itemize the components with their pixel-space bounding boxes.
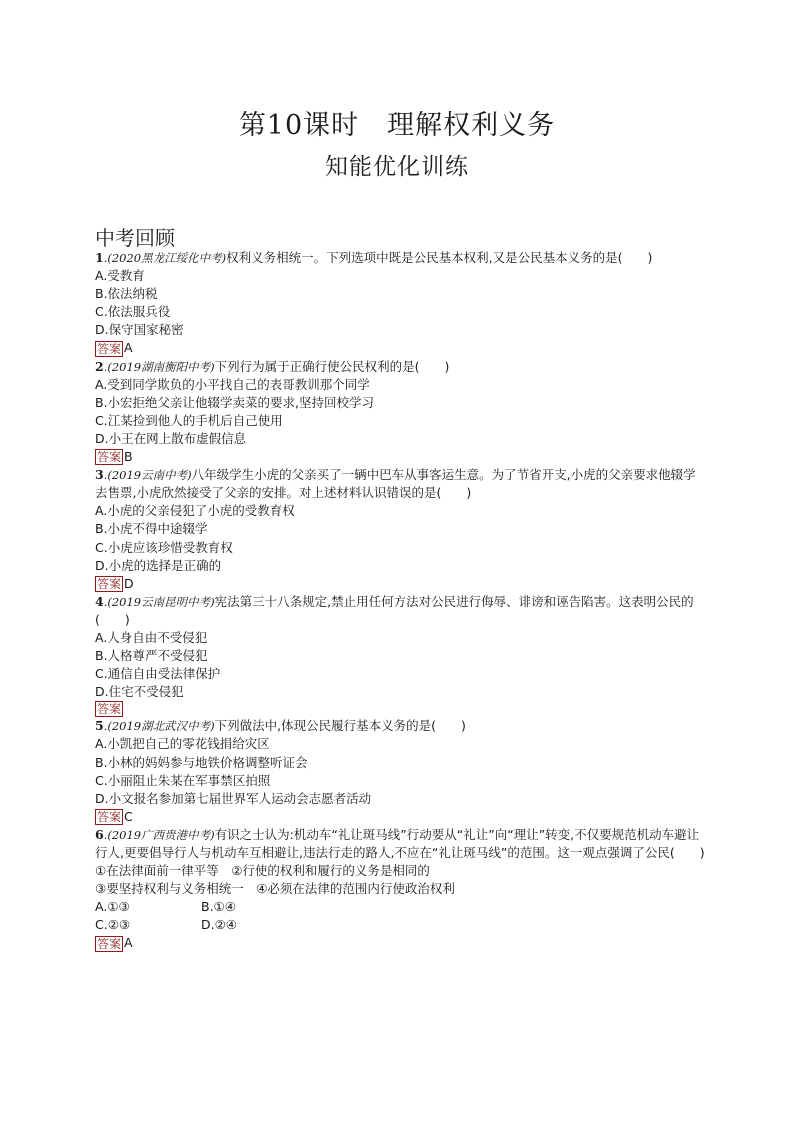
answer-row [95,339,705,357]
option-b: B.小虎不得中途辍学 [95,521,208,537]
option-c: C.②③ [95,917,131,933]
answer-row [95,701,705,717]
question-text: 有识之士认为:机动车“礼让斑马线”行动要从“礼让”向“理让”转变,不仅要规范机动车避让行人,更要倡导行人与机动车互相避让,违法行走的路人,不应在“礼让斑马线”的范围。这一观点强调了公民( ) [95,826,705,860]
option-b: B.依法纳税 [95,286,158,302]
option-a: A.小虎的父亲侵犯了小虎的受教育权 [95,503,295,519]
answer-value: D [124,575,134,591]
question-text: 八年级学生小虎的父亲买了一辆中巴车从事客运生意。为了节省开支,小虎的父亲要求他辍学去售票,小虎欣然接受了父亲的安排。对上述材料认识错误的是( ) [95,467,696,501]
question-2 [95,358,705,467]
option-d: D.小文报名参加第七届世界军人运动会志愿者活动 [95,790,372,806]
question-text: 下列做法中,体现公民履行基本义务的是( ) [214,718,466,734]
option-b: B.小宏拒绝父亲让他辍学卖菜的要求,坚持回校学习 [95,394,375,410]
question-number: 3 [95,467,104,483]
option-c: C.小虎应该珍惜受教育权 [95,539,233,555]
answer-badge: 答案 [97,576,122,591]
question-stem [95,593,705,629]
question-source: .(2019云南中考) [103,468,192,483]
option-c: C.小丽阻止朱某在军事禁区拍照 [95,772,271,788]
question-stem [95,466,705,502]
statement-line: ①在法律面前一律平等 ②行使的权利和履行的义务是相同的 [95,863,430,879]
answer-row [95,808,705,826]
page-title: 第10课时 理解权利义务 [238,110,556,141]
option-d: D.住宅不受侵犯 [95,684,184,700]
question-stem [95,249,705,267]
answer-value: A [124,340,133,356]
answer-badge: 答案 [97,809,122,824]
question-stem [95,358,705,376]
question-number: 5 [95,718,104,734]
option-c: C.通信自由受法律保护 [95,666,221,682]
option-d: D.小王在网上散布虚假信息 [95,430,247,446]
option-c: C.依法服兵役 [95,304,171,320]
question-number: 6 [95,826,104,842]
question-number: 1 [95,250,104,265]
question-source: .(2020黑龙江绥化中考) [103,251,227,265]
question-number: 2 [95,358,104,374]
page-subtitle: 知能优化训练 [325,154,469,180]
option-d: D.②④ [201,917,238,933]
question-stem [95,826,705,862]
answer-value: B [124,449,133,465]
answer-value: A [124,935,133,951]
option-b: B.人格尊严不受侵犯 [95,648,208,664]
answer-badge: 答案 [97,341,122,356]
question-list [95,249,705,953]
option-grid [95,898,705,934]
option-a: A.受教育 [95,268,145,284]
question-source: .(2019广西贵港中考) [103,827,215,842]
option-a: A.小凯把自己的零花钱捐给灾区 [95,736,270,752]
question-text: 下列行为属于正确行使公民权利的是( ) [214,358,450,374]
question-1 [95,249,705,358]
question-source: .(2019云南昆明中考) [103,594,215,609]
question-number: 4 [95,593,104,609]
answer-value: C [124,808,133,824]
section-title: 中考回顾 [95,226,175,250]
question-4 [95,593,705,718]
question-text: 宪法第三十八条规定,禁止用任何方法对公民进行侮辱、诽谤和诬告陷害。这表明公民的( ) [95,593,694,627]
option-a: A.受到同学欺负的小平找自己的表哥教训那个同学 [95,376,370,392]
option-b: B.小林的妈妈参与地铁价格调整听证会 [95,754,308,770]
question-6 [95,826,705,953]
option-b: B.①④ [201,899,236,915]
statement-line: ③要坚持权利与义务相统一 ④必须在法律的范围内行使政治权利 [95,881,455,897]
question-source: .(2019湖北武汉中考) [103,719,215,734]
answer-badge: 答案 [97,936,122,951]
option-c: C.江某捡到他人的手机后自己使用 [95,412,283,428]
question-stem [95,717,705,735]
question-5 [95,717,705,826]
answer-row [95,575,705,593]
option-d: D.小虎的选择是正确的 [95,557,222,573]
question-text: 权利义务相统一。下列选项中既是公民基本权利,又是公民基本义务的是( ) [226,250,653,265]
option-a: A.人身自由不受侵犯 [95,629,208,645]
question-3 [95,466,705,593]
option-a: A.①③ [95,899,130,915]
answer-row [95,448,705,466]
option-d: D.保守国家秘密 [95,322,184,338]
answer-row [95,934,705,952]
question-source: .(2019湖南衡阳中考) [103,359,215,374]
answer-badge: 答案 [97,450,122,465]
answer-badge: 答案 [97,702,122,717]
